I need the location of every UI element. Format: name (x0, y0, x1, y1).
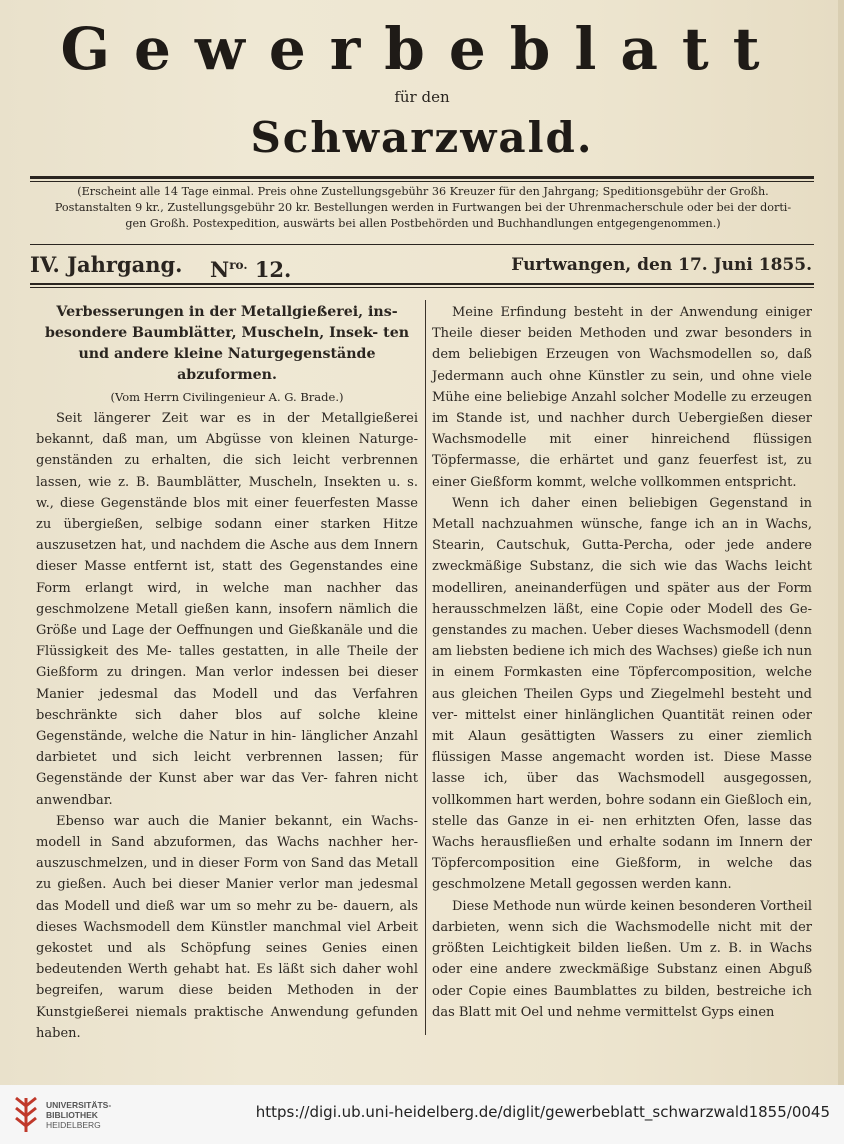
issue-number-sup: ro. (229, 258, 248, 272)
university-logo-text (46, 1100, 111, 1130)
issue-number-value: 12. (254, 257, 292, 282)
logo-line-2: BIBLIOTHEK (46, 1110, 98, 1120)
article-paragraph: Diese Methode nun würde keinen besonderen Vortheil darbieten, wenn sich die Wachsmodelle nicht mit der größten Leichtigkeit bilden ließen. Um z. B. in Wachs oder eine andere zweckmäßige Substanz einen Abguß oder Copie eines Baumblattes zu bilden, bestreiche ich das Blatt mit Oel und nehme vermittelst Gyps einen (432, 898, 812, 1020)
notice-line-1: (Erscheint alle 14 Tage einmal. Preis ohne Zustellungsgebühr 36 Kreuzer für den Jahrgang; Speditionsgebühr der Großh. (77, 185, 769, 198)
issue-rule-bottom-thin (30, 287, 814, 288)
article-column-left (36, 302, 418, 1044)
article-column-right (432, 302, 812, 1023)
issue-rule-bottom-thick (30, 283, 814, 285)
issue-rule-top (30, 244, 814, 245)
volume-label: IV. Jahrgang. (30, 252, 183, 277)
column-divider (425, 300, 426, 1035)
article-title: Verbesserungen in der Metallgießerei, ins- besondere Baumblätter, Muscheln, Insek- ten und andere kleine Naturgegenstände abzuformen. (44, 304, 410, 383)
article-paragraph: Ebenso war auch die Manier bekannt, ein Wachs- modell in Sand abzuformen, das Wachs nachher her- auszuschmelzen, und in dieser Form von Sand das Metall zu gießen. Auch bei dieser Manier verlor man jedesmal das Modell und dieß war um so mehr zu be- dauern, als dieses Wachsmodell dem Künstler manchmal viel Arbeit gekostet und als Schöpfung seines Genies einen bedeutenden Werth gehabt hat. Es läßt sich daher wohl begreifen, warum diese beiden Methoden in der Kunstgießerei niemals praktische Anwendung gefunden haben. (36, 813, 418, 1041)
notice-line-3: gen Großh. Postexpedition, auswärts bei allen Postbehörden und Buchhandlungen entgegengenommen.) (125, 217, 721, 230)
notice-line-2: Postanstalten 9 kr., Zustellungsgebühr 20 kr. Bestellungen werden in Furtwangen bei der Uhrenmacherschule oder bei der dorti- (54, 201, 792, 214)
top-rule-thick (30, 176, 814, 179)
issue-number (210, 250, 291, 285)
logo-line-1: UNIVERSITÄTS- (46, 1100, 112, 1110)
masthead-title: Gewerbeblatt (60, 15, 784, 83)
article-paragraph: Wenn ich daher einen beliebigen Gegenstand in Metall nachzuahmen wünsche, fange ich an in Wachs, Stearin, Cautschuk, Gutta-Percha, oder jede andere zweckmäßige Substanz, die sich wie das Wachs leicht modelliren, aneinanderfügen und später aus der Form herausschmelzen läßt, eine Copie oder Modell des Ge- genstandes zu machen. Ueber dieses Wachsmodell (denn am liebsten bediene ich mich des Wachses) gieße ich nun in einem Formkasten eine Töpfercomposition, welche aus gleichen Theilen Gyps und Ziegelmehl besteht und ver- mittelst einer hinlänglichen Quantität reinen oder mit Alaun gesättigten Wassers zu einer ziemlich flüssigen Masse angemacht worden ist. Diese Masse lasse ich, über das Wachsmodell ausgegossen, vollkommen hart werden, bohre sodann ein Gießloch ein, stelle das Ganze in ei- nen erhitzten Ofen, lasse das Wachs herausfließen und erhalte sodann im Innern der Töpfercomposition eine Gießform, in welche das geschmolzene Metall gegossen werden kann. (432, 495, 812, 893)
article-paragraph: Seit längerer Zeit war es in der Metallgießerei bekannt, daß man, um Abgüsse von kleinen Naturge- genständen zu erhalten, die sich leicht verbrennen lassen, wie z. B. Baumblätter, Muscheln, Insekten u. s. w., diese Gegenstände blos mit einer feuerfesten Masse zu übergießen, selbige sodann einer starken Hitze auszusetzen hat, und nachdem die Asche aus dem Innern dieser Masse entfernt ist, statt des Gegenstandes eine Form erlangt wird, in welche man nachher das geschmolzene Metall gießen kann, insofern nämlich die Größe und Lage der Oeffnungen und Gießkanäle und die Flüssigkeit des Me- talles gestatten, in alle Theile der Gießform zu dringen. Man verlor indessen bei dieser Manier jedesmal das Modell und das Verfahren beschränkte sich daher blos auf solche kleine Gegenstände, welche die Natur in hin- länglicher Anzahl darbietet und sich leicht verbrennen lassen; für Gegenstände der Kunst aber war das Ver- fahren nicht anwendbar. (36, 411, 418, 808)
issue-header (30, 250, 812, 280)
masthead-region: Schwarzwald. (250, 113, 594, 162)
top-rule-thin (30, 181, 814, 182)
article-paragraph: Meine Erfindung besteht in der Anwendung einiger Theile dieser beiden Methoden und zwar besonders in dem beliebigen Erzeugen von Wachsmodellen so, daß Jedermann auch ohne Künstler zu sein, und ohne viele Mühe eine beliebige Anzahl solcher Modelle zu erzeugen im Stande ist, und nachher durch Uebergießen dieser Wachsmodelle mit einer hinreichend flüssigen Töpfermasse, die erhärtet und ganz feuerfest ist, zu einer Gießform kommt, welche vollkommen entspricht. (432, 305, 812, 490)
permalink-url[interactable]: https://digi.ub.uni-heidelberg.de/diglit/gewerbeblatt_schwarzwald1855/0045 (255, 1103, 830, 1121)
issue-number-prefix: N (210, 257, 230, 282)
masthead-preposition: für den (394, 88, 450, 106)
place-date: Furtwangen, den 17. Juni 1855. (511, 255, 812, 275)
subscription-notice (30, 184, 816, 232)
university-logo-icon (12, 1094, 40, 1134)
article-byline: (Vom Herrn Civilingenieur A. G. Brade.) (110, 390, 344, 404)
viewer-footer (0, 1085, 844, 1144)
logo-line-3: HEIDELBERG (46, 1120, 101, 1130)
